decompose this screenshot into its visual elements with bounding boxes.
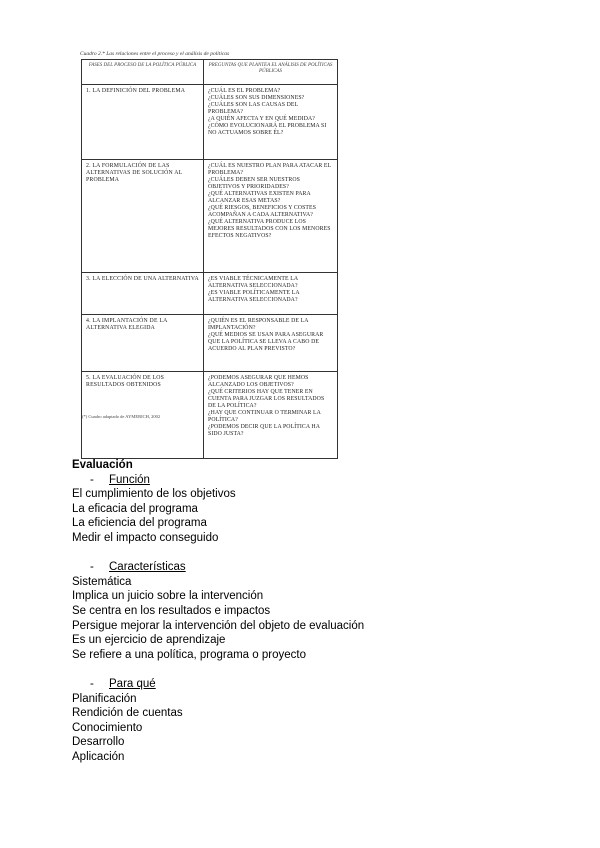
table-caption: Cuadro 2.* Las relaciones entre el proceso y el análisis de políticas [80, 51, 230, 57]
question-line: ¿CUÁLES SON SUS DIMENSIONES? [208, 94, 305, 101]
table-header-row [82, 60, 338, 85]
scanned-table-image [78, 48, 340, 437]
table-row [82, 273, 338, 315]
list-item: Se refiere a una política, programa o proyecto [72, 648, 306, 661]
policy-process-table [81, 59, 338, 459]
list-item: El cumplimiento de los objetivos [72, 488, 236, 501]
table-row [82, 84, 338, 159]
list-item: Planificación [72, 692, 137, 705]
list-item: Conocimiento [72, 721, 143, 734]
spacer [72, 546, 552, 561]
question-line: ¿CUÁL ES NUESTRO PLAN PARA ATACAR EL PROBLEMA? [208, 163, 331, 177]
list-item: Se centra en los resultados e impactos [72, 604, 271, 617]
list-item: La eficiencia del programa [72, 517, 207, 530]
section-heading: Evaluación [72, 459, 133, 471]
subsection-label: Función [109, 473, 150, 486]
question-line: ¿ES VIABLE TÉCNICAMENTE LA ALTERNATIVA SELECCIONADA? [208, 276, 298, 289]
subsection-label: Para qué [109, 677, 156, 690]
list-item: Rendición de cuentas [72, 707, 183, 720]
stage-cell: 2. LA FORMULACIÓN DE LAS ALTERNATIVAS DE SOLUCIÓN AL PROBLEMA [86, 163, 183, 184]
question-line: ¿CUÁL ES EL PROBLEMA? [208, 87, 281, 94]
subsection-label: Características [109, 561, 186, 574]
question-line: ¿ES VIABLE POLÍTICAMENTE LA ALTERNATIVA SELECCIONADA? [208, 290, 300, 303]
question-line: ¿QUÉ RIESGOS, BENEFICIOS Y COSTES ACOMPAÑAN A CADA ALTERNATIVA? [208, 205, 317, 219]
stage-cell: 3. LA ELECCIÓN DE UNA ALTERNATIVA [86, 276, 199, 282]
dash-bullet: - [90, 473, 94, 486]
list-item: Sistemática [72, 575, 132, 588]
list-item: Persigue mejorar la intervención del objeto de evaluación [72, 619, 365, 632]
question-line: ¿CUÁLES SON LAS CAUSAS DEL PROBLEMA? [208, 101, 298, 115]
list-item: Medir el impacto conseguido [72, 531, 219, 544]
question-line: ¿PODEMOS ASEGURAR QUE HEMOS ALCANZADO LOS OBJETIVOS? [208, 374, 309, 388]
question-line: ¿QUÉ ALTERNATIVA PRODUCE LOS MEJORES RESULTADOS CON LOS MENORES EFECTOS NEGATIVOS? [208, 219, 331, 240]
table-row [82, 160, 338, 273]
list-item: La eficacia del programa [72, 502, 198, 515]
subsection-funcion [72, 473, 552, 488]
question-line: ¿CUÁLES DEBEN SER NUESTROS OBJETIVOS Y PRIORIDADES? [208, 177, 300, 191]
list-item: Desarrollo [72, 736, 125, 749]
stage-cell: 5. LA EVALUACIÓN DE LOS RESULTADOS OBTENIDOS [86, 374, 165, 388]
question-line: ¿QUÉ ALTERNATIVAS EXISTEN PARA ALCANZAR ESAS METAS? [208, 191, 311, 205]
table-row [82, 315, 338, 371]
stage-cell: 4. LA IMPLANTACIÓN DE LA ALTERNATIVA ELEGIDA [86, 318, 168, 332]
stage-cell: 1. LA DEFINICIÓN DEL PROBLEMA [86, 87, 186, 94]
subsection-para-que [72, 677, 552, 692]
list-item: Aplicación [72, 750, 125, 763]
dash-bullet: - [90, 561, 94, 574]
question-line: ¿QUÉ MEDIOS SE USAN PARA ASEGURAR QUE LA POLÍTICA SE LLEVA A CABO DE ACUERDO AL PLAN PREVISTO? [208, 332, 324, 353]
list-item: Implica un juicio sobre la intervención [72, 590, 264, 603]
question-line: ¿HAY QUE CONTINUAR O TERMINAR LA POLÍTICA? [208, 409, 321, 423]
list-item: Es un ejercicio de aprendizaje [72, 634, 226, 647]
col-header-phases: FASES DEL PROCESO DE LA POLÍTICA PÚBLICA [82, 60, 204, 85]
question-line: ¿CÓMO EVOLUCIONARÁ EL PROBLEMA SI NO ACTUAMOS SOBRE ÉL? [208, 122, 327, 136]
dash-bullet: - [90, 677, 94, 690]
evaluation-notes [72, 458, 552, 764]
spacer [72, 662, 552, 677]
question-line: ¿QUÉ CRITERIOS HAY QUE TENER EN CUENTA PARA JUZGAR LOS RESULTADOS DE LA POLÍTICA? [208, 388, 325, 409]
table-footnote: (*) Cuadro adaptado de AYMERICH, 2002 [82, 414, 161, 419]
subsection-caracteristicas [72, 560, 552, 575]
col-header-questions: PREGUNTAS QUE PLANTEA EL ANÁLISIS DE POLÍTICAS PÚBLICAS [204, 60, 338, 85]
question-line: ¿PODEMOS DECIR QUE LA POLÍTICA HA SIDO JUSTA? [208, 423, 320, 437]
question-line: ¿A QUIÉN AFECTA Y EN QUÉ MEDIDA? [208, 115, 315, 122]
question-line: ¿QUIÉN ES EL RESPONSABLE DE LA IMPLANTACIÓN? [208, 318, 309, 332]
